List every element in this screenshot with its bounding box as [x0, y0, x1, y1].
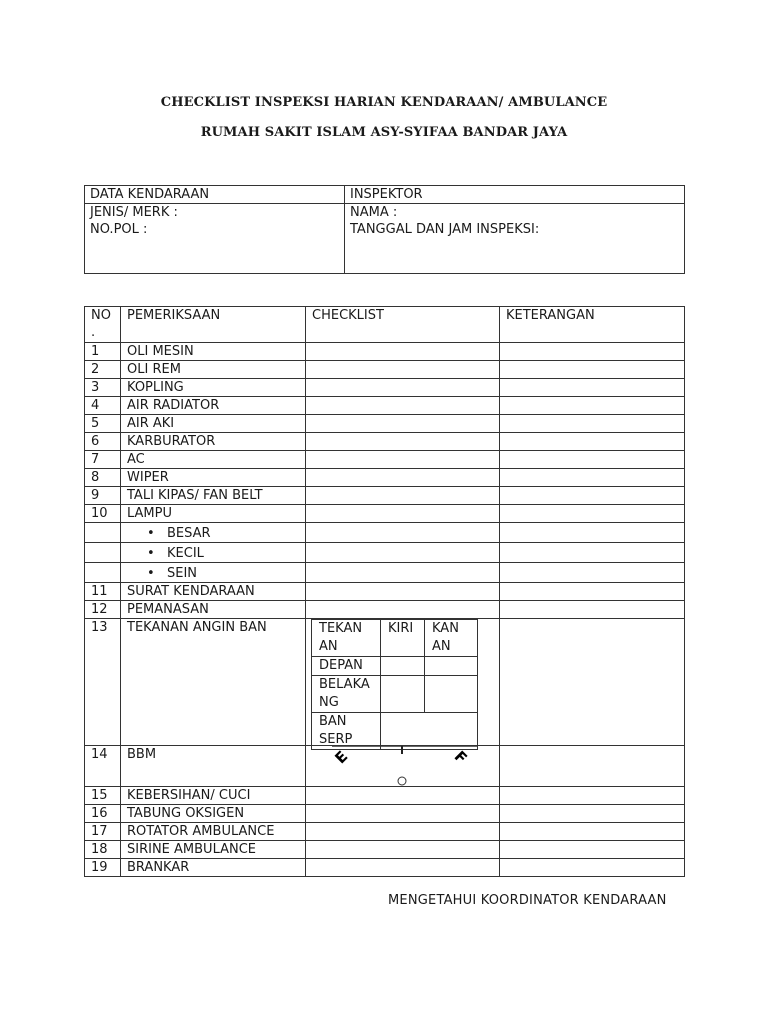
checklist-cell[interactable] [306, 523, 500, 543]
table-row [85, 859, 685, 877]
row-item: BBM [121, 746, 306, 787]
checklist-cell[interactable] [306, 805, 500, 823]
tyre-front-right-input[interactable] [425, 657, 478, 676]
row-no: 18 [85, 841, 121, 859]
row-no: 4 [85, 397, 121, 415]
header-pemeriksaan: PEMERIKSAAN [121, 307, 306, 343]
keterangan-cell[interactable] [500, 601, 685, 619]
keterangan-cell[interactable] [500, 343, 685, 361]
tyre-row-spare: BAN SERP [312, 713, 381, 750]
table-row [85, 415, 685, 433]
checklist-cell[interactable] [306, 433, 500, 451]
row-item: AIR AKI [121, 415, 306, 433]
lamp-subitem: • KECIL [121, 543, 306, 563]
row-item: OLI MESIN [121, 343, 306, 361]
checklist-cell[interactable] [306, 361, 500, 379]
row-item: SURAT KENDARAAN [121, 583, 306, 601]
tyre-header-left: KIRI [381, 620, 425, 657]
checklist-cell[interactable] [306, 823, 500, 841]
checklist-cell[interactable] [306, 415, 500, 433]
keterangan-cell[interactable] [500, 841, 685, 859]
checklist-cell[interactable] [306, 859, 500, 877]
coordinator-acknowledgement: MENGETAHUI KOORDINATOR KENDARAAN [388, 893, 667, 908]
nopol-label: NO.POL : [90, 222, 148, 237]
keterangan-cell[interactable] [500, 823, 685, 841]
checklist-cell[interactable] [306, 397, 500, 415]
keterangan-cell[interactable] [500, 563, 685, 583]
row-item: KOPLING [121, 379, 306, 397]
table-row [85, 379, 685, 397]
row-no: 2 [85, 361, 121, 379]
row-item: TALI KIPAS/ FAN BELT [121, 487, 306, 505]
table-row [85, 805, 685, 823]
table-row [85, 841, 685, 859]
table-row [85, 823, 685, 841]
checklist-cell[interactable] [306, 379, 500, 397]
keterangan-cell[interactable] [500, 805, 685, 823]
tyre-pressure-table [311, 619, 478, 750]
table-row [85, 469, 685, 487]
row-item: OLI REM [121, 361, 306, 379]
row-item: KEBERSIHAN/ CUCI [121, 787, 306, 805]
tyre-pressure-row [85, 619, 685, 746]
checklist-cell[interactable] [306, 505, 500, 523]
keterangan-cell[interactable] [500, 619, 685, 746]
keterangan-cell[interactable] [500, 469, 685, 487]
row-item: WIPER [121, 469, 306, 487]
row-item: ROTATOR AMBULANCE [121, 823, 306, 841]
keterangan-cell[interactable] [500, 859, 685, 877]
nama-label: NAMA : [350, 205, 398, 220]
keterangan-cell[interactable] [500, 361, 685, 379]
table-row [85, 601, 685, 619]
tanggal-label: TANGGAL DAN JAM INSPEKSI: [350, 222, 540, 237]
lamp-subrow [85, 543, 685, 563]
row-no: 13 [85, 619, 121, 746]
keterangan-cell[interactable] [500, 433, 685, 451]
tyre-header-pressure: TEKAN AN [312, 620, 381, 657]
header-checklist: CHECKLIST [306, 307, 500, 343]
checklist-cell[interactable] [306, 469, 500, 487]
header-keterangan: KETERANGAN [500, 307, 685, 343]
checklist-cell[interactable] [306, 583, 500, 601]
row-no: 6 [85, 433, 121, 451]
lamp-subrow [85, 523, 685, 543]
jenis-merk-label: JENIS/ MERK : [90, 205, 178, 220]
table-row [85, 433, 685, 451]
keterangan-cell[interactable] [500, 746, 685, 787]
keterangan-cell[interactable] [500, 787, 685, 805]
row-item: AIR RADIATOR [121, 397, 306, 415]
row-item: PEMANASAN [121, 601, 306, 619]
row-no: 14 [85, 746, 121, 787]
keterangan-cell[interactable] [500, 583, 685, 601]
checklist-cell[interactable] [306, 543, 500, 563]
row-item: TEKANAN ANGIN BAN [121, 619, 306, 746]
table-row [85, 583, 685, 601]
table-row [85, 505, 685, 523]
row-no: 7 [85, 451, 121, 469]
checklist-cell[interactable] [306, 563, 500, 583]
keterangan-cell[interactable] [500, 543, 685, 563]
tyre-rear-left-input[interactable] [381, 676, 425, 713]
row-item: SIRINE AMBULANCE [121, 841, 306, 859]
inspector-cell[interactable] [345, 204, 685, 274]
table-header-row [85, 307, 685, 343]
row-no: 19 [85, 859, 121, 877]
row-item: TABUNG OKSIGEN [121, 805, 306, 823]
table-row [85, 343, 685, 361]
tyre-row-rear: BELAKA NG [312, 676, 381, 713]
keterangan-cell[interactable] [500, 523, 685, 543]
table-row [85, 487, 685, 505]
row-item: BRANKAR [121, 859, 306, 877]
tyre-header-right: KAN AN [425, 620, 478, 657]
row-no: 5 [85, 415, 121, 433]
tyre-spare-input[interactable] [381, 713, 478, 750]
hospital-name: RUMAH SAKIT ISLAM ASY-SYIFAA BANDAR JAYA [200, 125, 568, 140]
row-no: 8 [85, 469, 121, 487]
row-item: AC [121, 451, 306, 469]
table-row [85, 451, 685, 469]
vehicle-data-table [84, 185, 685, 274]
tyre-row-front: DEPAN [312, 657, 381, 676]
tyre-front-left-input[interactable] [381, 657, 425, 676]
fuel-gauge-cell[interactable] [306, 746, 500, 787]
checklist-cell[interactable] [306, 343, 500, 361]
document-title: CHECKLIST INSPEKSI HARIAN KENDARAAN/ AMBULANCE [160, 95, 608, 110]
keterangan-cell[interactable] [500, 451, 685, 469]
keterangan-cell[interactable] [500, 505, 685, 523]
keterangan-cell[interactable] [500, 379, 685, 397]
keterangan-cell[interactable] [500, 415, 685, 433]
gauge-empty-label: E [331, 747, 352, 768]
row-no: 17 [85, 823, 121, 841]
table-row [85, 361, 685, 379]
row-no: 10 [85, 505, 121, 523]
row-no: 3 [85, 379, 121, 397]
inspector-header: INSPEKTOR [345, 186, 685, 204]
lamp-subitem: • SEIN [121, 563, 306, 583]
checklist-cell[interactable] [306, 841, 500, 859]
tyre-checklist-cell [306, 619, 500, 746]
tyre-rear-right-input[interactable] [425, 676, 478, 713]
row-no: 11 [85, 583, 121, 601]
table-row [85, 787, 685, 805]
row-no: 12 [85, 601, 121, 619]
inspection-checklist-table [84, 306, 685, 877]
lamp-subrow [85, 563, 685, 583]
fuel-row [85, 746, 685, 787]
keterangan-cell[interactable] [500, 487, 685, 505]
row-no: 16 [85, 805, 121, 823]
row-no: 9 [85, 487, 121, 505]
lamp-subitem: • BESAR [121, 523, 306, 543]
checklist-cell[interactable] [306, 601, 500, 619]
keterangan-cell[interactable] [500, 397, 685, 415]
vehicle-data-cell[interactable] [85, 204, 345, 274]
row-no: 15 [85, 787, 121, 805]
row-item: KARBURATOR [121, 433, 306, 451]
row-item: LAMPU [121, 505, 306, 523]
vehicle-data-header: DATA KENDARAAN [85, 186, 345, 204]
gauge-full-label: F [450, 747, 471, 768]
header-no: NO . [85, 307, 121, 343]
fuel-gauge-icon [306, 746, 488, 787]
checklist-cell[interactable] [306, 487, 500, 505]
checklist-cell[interactable] [306, 451, 500, 469]
table-row [85, 397, 685, 415]
row-no: 1 [85, 343, 121, 361]
checklist-cell[interactable] [306, 787, 500, 805]
